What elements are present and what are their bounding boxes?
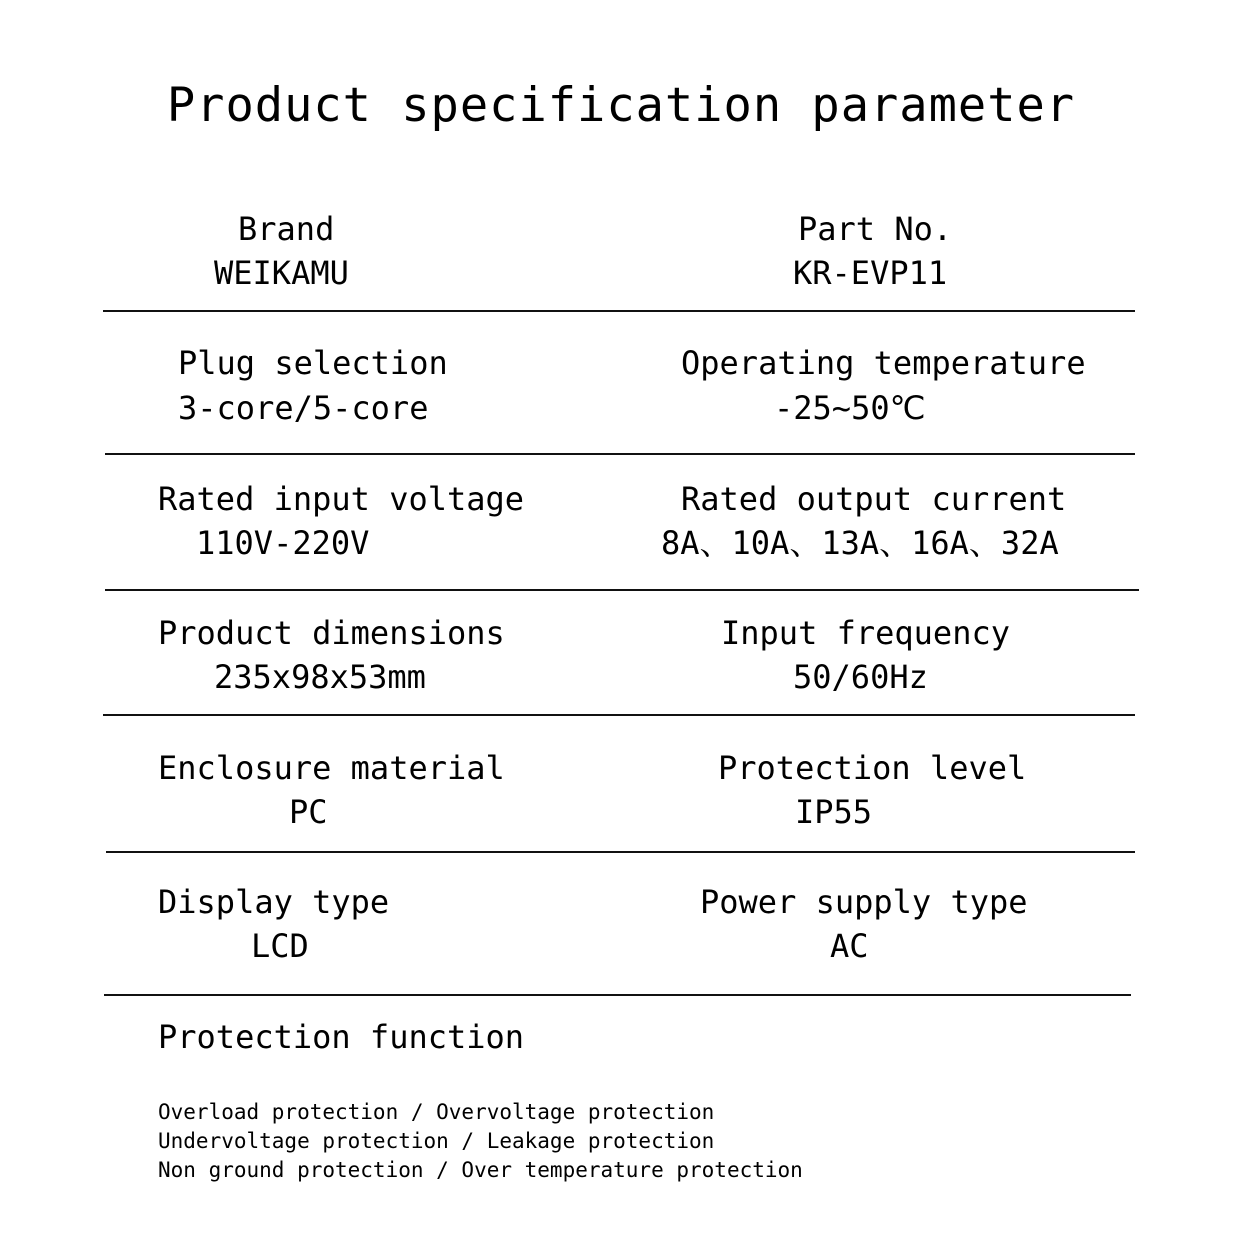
spec-label-brand: Brand bbox=[238, 210, 335, 248]
spec-label-product-dimensions: Product dimensions bbox=[158, 614, 505, 652]
spec-value-product-dimensions: 235x98x53mm bbox=[214, 658, 426, 696]
page-title: Product specification parameter bbox=[166, 78, 1076, 133]
spec-value-plug-selection: 3-core/5-core bbox=[178, 389, 429, 427]
spec-label-power-supply-type: Power supply type bbox=[700, 883, 1028, 921]
spec-label-rated-output-current: Rated output current bbox=[681, 480, 1067, 518]
spec-value-input-frequency: 50/60Hz bbox=[793, 658, 928, 696]
spec-value-power-supply-type: AC bbox=[830, 927, 869, 965]
spec-label-display-type: Display type bbox=[158, 883, 390, 921]
spec-label-rated-input-voltage: Rated input voltage bbox=[158, 480, 525, 518]
spec-label-enclosure-material: Enclosure material bbox=[158, 749, 505, 787]
spec-label-part-no: Part No. bbox=[798, 210, 953, 248]
protection-function-line: Undervoltage protection / Leakage protection bbox=[158, 1129, 715, 1153]
spec-value-enclosure-material: PC bbox=[289, 793, 328, 831]
protection-function-line: Non ground protection / Over temperature protection bbox=[158, 1158, 803, 1182]
spec-value-protection-level: IP55 bbox=[795, 793, 873, 831]
spec-label-operating-temperature: Operating temperature bbox=[681, 344, 1086, 382]
spec-label-plug-selection: Plug selection bbox=[178, 344, 448, 382]
spec-label-protection-level: Protection level bbox=[718, 749, 1027, 787]
row-divider bbox=[106, 851, 1135, 853]
row-divider bbox=[103, 714, 1135, 716]
spec-value-brand: WEIKAMU bbox=[214, 254, 349, 292]
row-divider bbox=[105, 453, 1135, 455]
spec-value-part-no: KR-EVP11 bbox=[793, 254, 948, 292]
spec-label-input-frequency: Input frequency bbox=[721, 614, 1010, 652]
protection-function-label: Protection function bbox=[158, 1018, 525, 1056]
row-divider bbox=[104, 994, 1131, 996]
row-divider bbox=[103, 310, 1135, 312]
row-divider bbox=[105, 589, 1139, 591]
spec-value-display-type: LCD bbox=[251, 927, 309, 965]
spec-value-rated-input-voltage: 110V-220V bbox=[196, 524, 370, 562]
spec-value-operating-temperature: -25~50℃ bbox=[774, 389, 926, 427]
spec-value-rated-output-current: 8A、10A、13A、16A、32A bbox=[661, 524, 1059, 562]
protection-function-line: Overload protection / Overvoltage protection bbox=[158, 1100, 715, 1124]
